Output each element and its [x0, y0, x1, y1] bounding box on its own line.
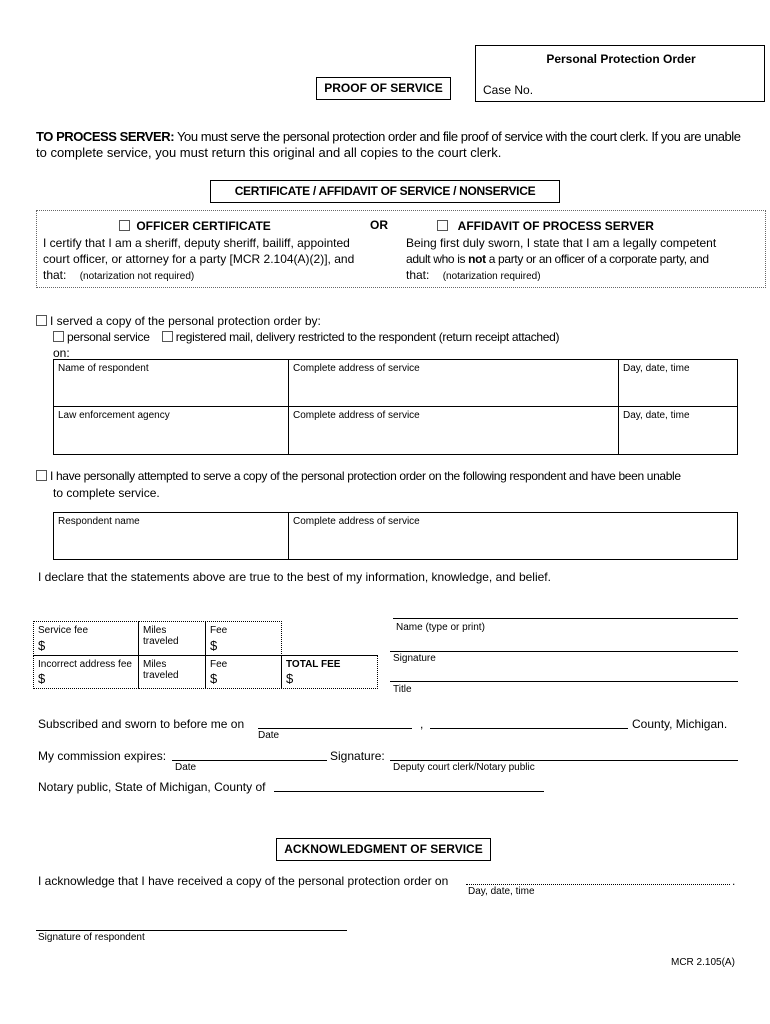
attempted-option[interactable] [36, 469, 681, 483]
day-label-1: Day, date, time [623, 363, 690, 374]
title-label: Title [393, 684, 412, 695]
signature-label: Signature [393, 653, 436, 664]
aff-that: that: [406, 268, 430, 282]
subscribed-date-label: Date [258, 730, 280, 741]
officer-line2: court officer, or attorney for a party [MCR 2.104(A)(2)], and [43, 252, 355, 266]
personal-service-checkbox[interactable] [53, 331, 64, 342]
or-label: OR [370, 218, 388, 232]
dollar-5: $ [286, 671, 294, 686]
officer-certificate-option[interactable] [119, 219, 271, 233]
served-methods [53, 330, 559, 344]
affidavit-line2 [406, 252, 709, 266]
notary-signature-text: Signature: [330, 749, 385, 763]
officer-note: (notarization not required) [79, 271, 195, 282]
officer-that: that: [43, 268, 67, 282]
ack-day-label: Day, date, time [468, 886, 535, 897]
notary-county-line[interactable] [274, 791, 544, 792]
registered-mail-checkbox[interactable] [162, 331, 173, 342]
subscribed-text: Subscribed and sworn to before me on [38, 717, 245, 731]
miles-label-2: Miles traveled [143, 659, 179, 681]
miles-cell-1[interactable] [138, 621, 206, 656]
attempted-checkbox[interactable] [36, 470, 47, 481]
affidavit-checkbox[interactable] [437, 220, 448, 231]
dollar-2: $ [210, 638, 218, 653]
notary-signature-line[interactable] [390, 760, 738, 761]
fee-cell-1[interactable] [205, 621, 282, 656]
signature-line[interactable] [390, 651, 738, 652]
respondent-name-label-2: Respondent name [58, 516, 140, 527]
county-michigan: County, Michigan. [632, 717, 728, 731]
address-label-1: Complete address of service [293, 363, 420, 374]
aff-l2c: a party or an officer of a corporate party, and [485, 252, 709, 266]
attempted-line2: to complete service. [53, 486, 160, 500]
affidavit-title: AFFIDAVIT OF PROCESS SERVER [457, 219, 654, 233]
service-fee-label: Service fee [38, 625, 89, 636]
service-fee-cell[interactable] [33, 621, 139, 656]
declaration: I declare that the statements above are true to the best of my information, knowledge, and belief. [38, 570, 551, 584]
aff-l2a: adult who is [406, 252, 469, 266]
miles-cell-2[interactable] [138, 655, 206, 689]
fee-cell-2[interactable] [205, 655, 282, 689]
ack-day-line[interactable] [466, 884, 730, 885]
officer-line1: I certify that I am a sheriff, deputy sheriff, bailiff, appointed [43, 236, 350, 250]
county-line[interactable] [430, 728, 628, 729]
day-cell-2[interactable] [618, 406, 738, 455]
certificate-box [36, 210, 766, 288]
personal-service-label: personal service [67, 330, 150, 344]
aff-note: (notarization required) [442, 271, 541, 282]
address-cell-1[interactable] [288, 359, 619, 407]
affidavit-option[interactable] [437, 219, 654, 233]
agency-label: Law enforcement agency [58, 410, 170, 421]
total-fee-cell[interactable] [281, 655, 378, 689]
proof-title: PROOF OF SERVICE [316, 77, 451, 100]
address-label-3: Complete address of service [293, 516, 420, 527]
address-cell-2[interactable] [288, 406, 619, 455]
form-title: Personal Protection Order [546, 52, 696, 66]
address-label-2: Complete address of service [293, 410, 420, 421]
registered-mail-label: registered mail, delivery restricted to the respondent (return receipt attached) [175, 330, 560, 344]
attempted-line1: I have personally attempted to serve a copy of the personal protection order on the following respondent and have been unable [50, 469, 681, 483]
case-no-label: Case No. [483, 83, 534, 97]
incorrect-fee-cell[interactable] [33, 655, 139, 689]
total-fee-label: TOTAL FEE [286, 659, 341, 670]
respondent-name-cell-2[interactable] [53, 512, 289, 560]
intro-text [36, 129, 756, 144]
commission-date-label: Date [175, 762, 197, 773]
title-line[interactable] [390, 681, 738, 682]
deputy-label: Deputy court clerk/Notary public [393, 762, 535, 773]
dollar-1: $ [38, 638, 46, 653]
name-label: Name (type or print) [396, 622, 485, 633]
certificate-title: CERTIFICATE / AFFIDAVIT OF SERVICE / NONSERVICE [210, 180, 560, 203]
dollar-4: $ [210, 671, 218, 686]
miles-label-1: Miles traveled [143, 625, 179, 647]
respondent-signature-label: Signature of respondent [38, 932, 145, 943]
form-code: MCR 2.105(A) [671, 957, 735, 968]
ack-line: I acknowledge that I have received a copy of the personal protection order on [38, 874, 449, 888]
affidavit-line1: Being first duly sworn, I state that I am a legally competent [406, 236, 717, 250]
fee-label-2: Fee [210, 659, 228, 670]
commission-line[interactable] [172, 760, 327, 761]
respondent-name-label: Name of respondent [58, 363, 149, 374]
commission-text: My commission expires: [38, 749, 167, 763]
name-line[interactable] [393, 618, 738, 619]
notary-public-text: Notary public, State of Michigan, County of [38, 780, 266, 794]
intro-line1: You must serve the personal protection order and file proof of service with the court clerk. If you are unable [174, 129, 741, 144]
day-cell-1[interactable] [618, 359, 738, 407]
address-cell-3[interactable] [288, 512, 738, 560]
intro-line2: to complete service, you must return this original and all copies to the court clerk. [36, 145, 502, 160]
dollar-3: $ [38, 671, 46, 686]
served-line1: I served a copy of the personal protection order by: [50, 314, 321, 328]
served-option[interactable] [36, 314, 321, 328]
fee-label-1: Fee [210, 625, 228, 636]
officer-checkbox[interactable] [119, 220, 130, 231]
officer-title: OFFICER CERTIFICATE [136, 219, 271, 233]
case-box [475, 45, 765, 102]
subscribed-date-line[interactable] [258, 728, 412, 729]
ack-period: . [732, 874, 736, 888]
comma: , [420, 717, 424, 731]
officer-line3 [43, 268, 194, 282]
respondent-name-cell[interactable] [53, 359, 289, 407]
intro-lead: TO PROCESS SERVER: [36, 129, 175, 144]
incorrect-fee-label: Incorrect address fee [38, 659, 132, 670]
ack-title: ACKNOWLEDGMENT OF SERVICE [276, 838, 491, 861]
served-on: on: [53, 346, 70, 360]
served-checkbox[interactable] [36, 315, 47, 326]
respondent-signature-line[interactable] [36, 930, 347, 931]
agency-cell[interactable] [53, 406, 289, 455]
aff-not: not [468, 252, 486, 266]
day-label-2: Day, date, time [623, 410, 690, 421]
affidavit-line3 [406, 268, 541, 282]
